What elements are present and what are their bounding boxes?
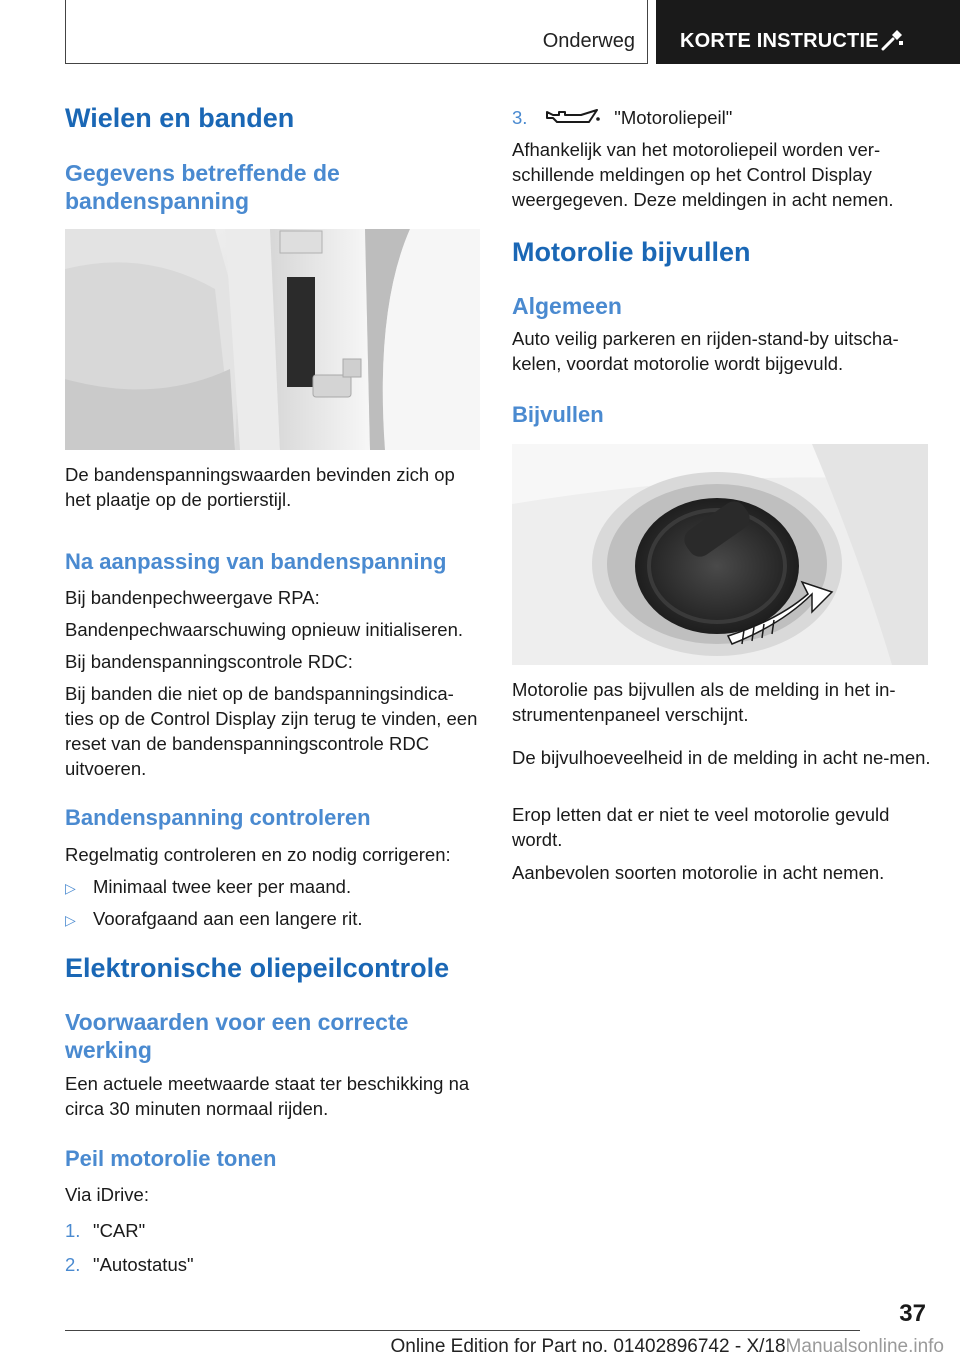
- step-text: "Motoroliepeil": [614, 107, 733, 128]
- wrench-icon: [880, 26, 906, 52]
- list-item-text: Voorafgaand aan een langere rit.: [93, 908, 363, 929]
- list-item: [512, 105, 932, 130]
- list-item: [65, 1252, 480, 1277]
- paragraph-tire-data: De bandenspanningswaarden bevinden zich op het plaatje op de portierstijl.: [65, 464, 455, 510]
- heading-check: Bandenspanning controleren: [65, 805, 371, 830]
- edition-text: Online Edition for Part no. 01402896742 - X/18: [390, 1336, 786, 1357]
- paragraph-rpa-action: Bandenpechwaarschuwing opnieuw initialiseren.: [65, 619, 464, 640]
- paragraph-step3: Afhankelijk van het motoroliepeil worden ver-schillende meldingen op het Control Display weergegeven. Deze meldingen in acht nemen.: [512, 139, 894, 210]
- list-item: [65, 906, 480, 933]
- heading-refill: Motorolie bijvullen: [512, 237, 751, 267]
- step-number: 3.: [512, 107, 528, 128]
- step-number: 2.: [65, 1254, 81, 1275]
- heading-conditions: Voorwaarden voor een correcte werking: [65, 1009, 409, 1063]
- heading-oil-control: Elektronische oliepeilcontrole: [65, 953, 450, 983]
- header-chapter-title: KORTE INSTRUCTIE: [680, 30, 879, 52]
- paragraph-fill-1: Motorolie pas bijvullen als de melding in het in-strumentenpaneel verschijnt.: [512, 679, 896, 725]
- triangle-bullet-icon: ▷: [65, 912, 76, 928]
- door-pillar-photo: [65, 229, 480, 450]
- paragraph-rdc-action: Bij banden die niet op de bandspanningsindica-ties op de Control Display zijn terug te vinden, een reset van de bandenspanningscontrole RDC uitvoeren.: [65, 683, 478, 779]
- list-item-text: Minimaal twee keer per maand.: [93, 876, 352, 897]
- heading-general: Algemeen: [512, 293, 622, 319]
- paragraph-check: Regelmatig controleren en zo nodig corrigeren:: [65, 844, 451, 865]
- paragraph-fill-4: Aanbevolen soorten motorolie in acht nemen.: [512, 862, 885, 883]
- footer-edition: [390, 1336, 944, 1358]
- step-number: 1.: [65, 1220, 81, 1241]
- footer-divider: [65, 1330, 860, 1331]
- heading-wheels: Wielen en banden: [65, 103, 295, 133]
- list-item: [65, 874, 480, 901]
- header-section-box: [65, 0, 648, 64]
- watermark-text: Manualsonline.info: [785, 1336, 944, 1357]
- step-text: "CAR": [93, 1220, 146, 1241]
- oil-can-icon: [545, 106, 601, 128]
- paragraph-via: Via iDrive:: [65, 1184, 149, 1205]
- header-section-title: Onderweg: [542, 30, 635, 52]
- oil-filler-cap-photo: [512, 444, 928, 665]
- heading-after-adjust: Na aanpassing van bandenspanning: [65, 549, 447, 574]
- paragraph-rdc-intro: Bij bandenspanningscontrole RDC:: [65, 651, 353, 672]
- heading-show-level: Peil motorolie tonen: [65, 1146, 277, 1171]
- paragraph-rpa-intro: Bij bandenpechweergave RPA:: [65, 587, 320, 608]
- paragraph-conditions: Een actuele meetwaarde staat ter beschikking na circa 30 minuten normaal rijden.: [65, 1073, 470, 1119]
- header-chapter-tab: [656, 0, 960, 64]
- page-number: 37: [899, 1300, 926, 1327]
- step-text: "Autostatus": [93, 1254, 194, 1275]
- heading-fill: Bijvullen: [512, 402, 604, 427]
- paragraph-fill-3: Erop letten dat er niet te veel motorolie gevuld wordt.: [512, 804, 890, 850]
- paragraph-general: Auto veilig parkeren en rijden-stand-by uitscha-kelen, voordat motorolie wordt bijgevuld.: [512, 328, 899, 374]
- heading-tire-data: Gegevens betreffende de bandenspanning: [65, 160, 340, 214]
- list-item: [65, 1218, 480, 1243]
- triangle-bullet-icon: ▷: [65, 880, 76, 896]
- paragraph-fill-2: De bijvulhoeveelheid in de melding in acht ne-men.: [512, 747, 931, 768]
